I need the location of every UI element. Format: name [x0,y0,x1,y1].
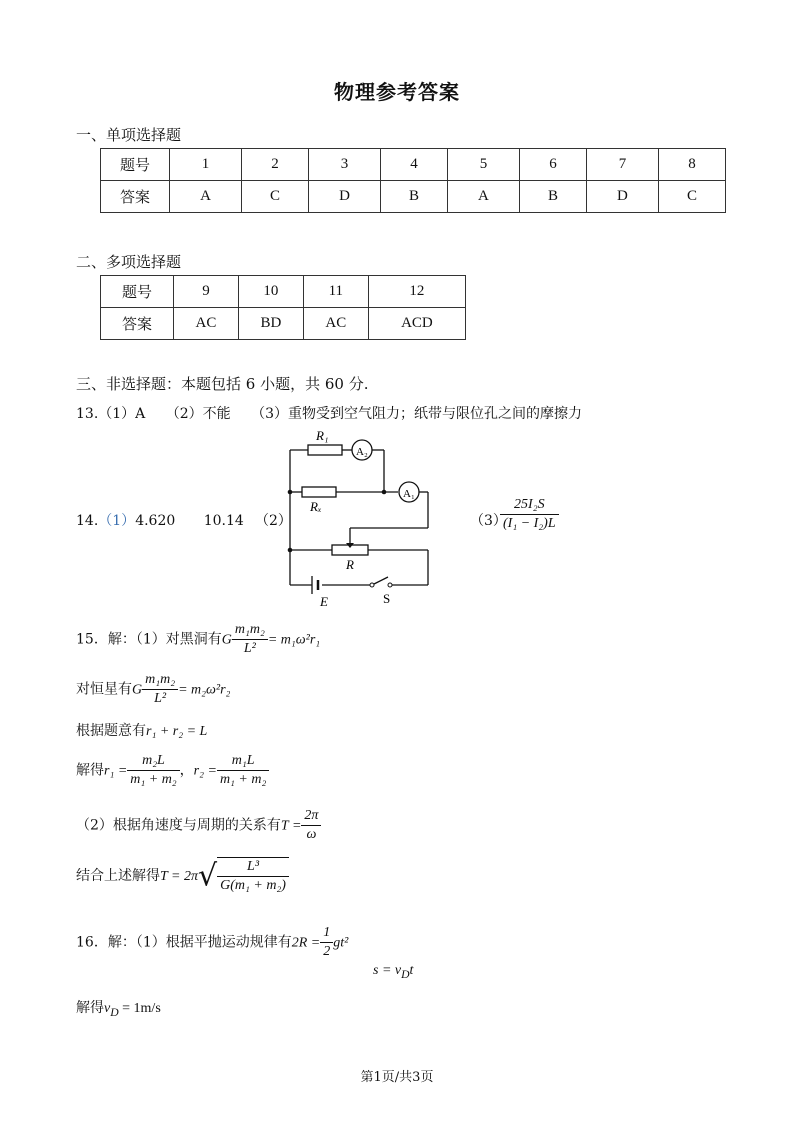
q16-line1-eq-b: gt² [333,935,349,951]
q15-line5-num: 2π [301,807,321,826]
q15-line4-a-num: m₂L [127,752,179,771]
table-cell: B [519,181,586,213]
table-cell: D [308,181,380,213]
label-rx: Rₓ [310,499,322,514]
table-row [101,149,726,181]
table-cell: 11 [303,276,368,308]
q15-line2-lhs: G [132,682,143,698]
table-cell: 7 [586,149,658,181]
q15-line6-den: G(m₁ + m₂) [220,878,286,893]
q13-part3: （3）重物受到空气阻力；纸带与限位孔之间的摩擦力 [251,406,583,422]
q14-fraction-denominator: (I₁ − I₂)L [503,516,556,531]
q13-line [76,403,582,423]
resistor-rx [302,487,336,497]
label-e: E [320,594,328,609]
table-cell: C [242,181,309,213]
table-cell: C [658,181,725,213]
q14-part2-tag: （2） [255,513,292,529]
q15-line1-rhs: = m₁ω²r₁ [267,632,321,648]
q15-line5-lhs: T = [280,818,302,834]
q15-line6-text: 结合上述解得 [76,868,160,884]
switch-s [372,577,388,585]
q16-line1-den: 2 [323,944,331,959]
q15-line2-rhs: = m₂ω²r₂ [178,682,231,698]
table-cell: A [170,181,242,213]
page-title: 物理参考答案 [334,80,460,104]
junction-node [382,490,387,495]
table-cell: ACD [368,308,465,340]
q15-line4-a: r₁ = [104,763,128,779]
q15-line6-num: L³ [217,858,289,877]
table-cell: D [586,181,658,213]
q15-line3-eq: r₁ + r₂ = L [146,724,208,739]
q15-line1 [76,621,320,658]
label-r1: R₁ [316,428,329,443]
q15-line2-den: L² [154,691,167,706]
q15-line2-num: m₁m₂ [142,671,178,690]
switch-contact [370,583,374,587]
q16-line3 [76,997,161,1019]
table-cell: 2 [242,149,309,181]
q16-line1-eq-a: 2R = [291,935,321,951]
table-cell: AC [303,308,368,340]
table-cell: 9 [174,276,239,308]
table-cell: 12 [368,276,465,308]
row-label: 答案 [101,308,174,340]
sqrt-sign-icon: √ [198,858,218,894]
section2-heading: 二、多项选择题 [76,253,182,271]
q16-line2 [373,963,413,981]
q16-line1-num: 1 [320,924,333,943]
q15-line3-text: 根据题意有 [76,723,146,739]
q15-line1-num: m₁m₂ [232,621,268,640]
table-cell: 10 [238,276,303,308]
row-label: 答案 [101,181,170,213]
section3-heading: 三、非选择题：本题包括 6 小题，共 60 分. [76,375,369,393]
circuit-diagram [280,425,440,610]
q15-line4 [76,752,269,789]
q15-line6-lhs: T = 2π [160,869,198,884]
multi-choice-table [100,275,466,340]
q15-line4-b-den: m₁ + m₂ [219,772,267,787]
q15-line4-b-num: m₁L [217,752,269,771]
q15-line1-den: L² [243,641,256,656]
table-cell: 1 [170,149,242,181]
row-label: 题号 [101,149,170,181]
q16-line2-eq: s = v [373,963,402,978]
q15-line2 [76,671,230,708]
single-choice-table [100,148,726,213]
q14-line [76,510,244,530]
label-s: S [383,591,391,606]
q15-line4-a-den: m₁ + m₂ [130,772,177,787]
table-cell: BD [238,308,303,340]
q15-line2-text: 对恒星有 [76,681,132,698]
table-cell: AC [174,308,239,340]
switch-contact [388,583,392,587]
q14-value1: 4.620 [135,513,176,529]
q15-line4-b: r₂ = [193,763,217,779]
table-row [101,276,466,308]
q14-value2: 10.14 [203,513,244,529]
q15-line3 [76,720,207,740]
q16-line3-tail: = 1m/s [118,1001,161,1016]
table-row [101,308,466,340]
label-a2: A₂ [356,446,368,458]
q14-number: 14. [76,513,99,529]
q15-line5-text: （2）根据角速度与周期的关系有 [76,817,281,834]
label-r: R [346,557,354,572]
q15-line4-sep: ， [179,762,194,779]
resistor-r1 [308,445,342,455]
table-cell: 8 [658,149,725,181]
junction-node [288,548,293,553]
q13-part2: （2）不能 [165,406,231,422]
q16-line2-sub: D [401,967,410,981]
q15-line5 [76,807,321,844]
q14-part1-tag: （1） [98,513,136,529]
section1-heading: 一、单项选择题 [76,126,182,144]
q14-fraction-numerator: 25I₂S [500,496,559,515]
table-cell: 4 [381,149,448,181]
table-cell: A [447,181,519,213]
table-cell: 5 [447,149,519,181]
label-a1: A₁ [403,488,415,500]
q16-line1 [76,924,348,961]
row-label: 题号 [101,276,174,308]
q15-line1-text: 15．解：（1）对黑洞有 [76,631,222,648]
q14-answer3 [500,496,559,533]
q16-line2-tail: t [409,963,414,978]
table-row [101,181,726,213]
q15-line6 [76,857,289,895]
table-cell: B [381,181,448,213]
junction-node [288,490,293,495]
q15-line4-text: 解得 [76,762,104,779]
q15-line5-den: ω [306,827,317,842]
q16-line3-sub: D [110,1005,119,1019]
q16-line3-eq: v [104,1001,111,1016]
q15-line1-lhs: G [221,632,232,648]
table-cell: 6 [519,149,586,181]
q16-line1-text: 16．解：（1）根据平抛运动规律有 [76,934,292,951]
page-footer: 第1页/共3页 [360,1070,434,1085]
q13-part1: （1）A [98,406,146,422]
q13-number: 13. [76,406,99,422]
q16-line3-text: 解得 [76,1000,104,1016]
table-cell: 3 [308,149,380,181]
q14-part3-tag: （3） [470,513,507,529]
